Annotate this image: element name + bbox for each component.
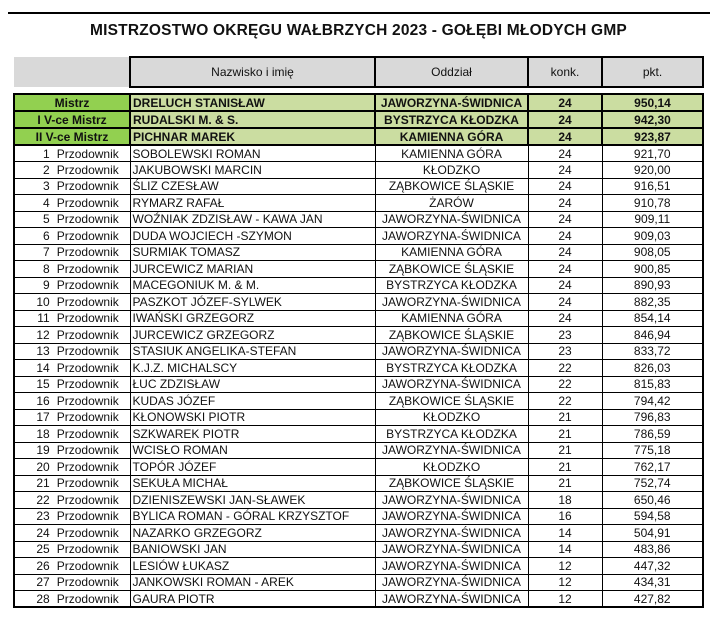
pkt-cell: 594,58	[602, 508, 703, 525]
rank-label: Przodownik	[56, 294, 119, 309]
rank-cell	[14, 525, 130, 542]
branch-cell: KAMIENNA GÓRA	[375, 244, 528, 261]
rank-cell	[14, 558, 130, 575]
rank-label: Przodownik	[56, 591, 119, 606]
pkt-cell: 815,83	[602, 376, 703, 393]
konk-cell: 22	[528, 360, 602, 377]
table-row	[14, 492, 703, 509]
table-row	[14, 261, 703, 278]
rank-label: Przodownik	[56, 360, 119, 375]
rank-cell	[14, 409, 130, 426]
position-number: 6	[43, 228, 50, 243]
konk-cell: 21	[528, 442, 602, 459]
rank-label: Przodownik	[56, 344, 119, 359]
branch-cell: JAWORZYNA-ŚWIDNICA	[375, 343, 528, 360]
konk-cell: 22	[528, 393, 602, 410]
branch-cell: JAWORZYNA-ŚWIDNICA	[375, 228, 528, 245]
konk-cell: 21	[528, 459, 602, 476]
name-cell: BANIOWSKI JAN	[130, 541, 375, 558]
position-number: 24	[36, 525, 50, 540]
rank-label: Przodownik	[56, 492, 119, 507]
konk-cell: 21	[528, 475, 602, 492]
name-cell: ŚLIZ CZESŁAW	[130, 178, 375, 195]
table-row	[14, 541, 703, 558]
branch-cell: JAWORZYNA-ŚWIDNICA	[375, 94, 528, 111]
rank-cell	[14, 591, 130, 608]
branch-cell: ZĄBKOWICE ŚLĄSKIE	[375, 261, 528, 278]
rank-label: Przodownik	[56, 228, 119, 243]
table-row	[14, 508, 703, 525]
table-row	[14, 327, 703, 344]
results-table	[13, 56, 704, 608]
name-cell: K.J.Z. MICHALSCY	[130, 360, 375, 377]
branch-cell: ŻARÓW	[375, 195, 528, 212]
position-number: 16	[36, 393, 50, 408]
branch-cell: JAWORZYNA-ŚWIDNICA	[375, 558, 528, 575]
rank-label: Przodownik	[56, 261, 119, 276]
pkt-cell: 923,87	[602, 128, 703, 145]
table-row	[14, 558, 703, 575]
pkt-cell: 921,70	[602, 145, 703, 162]
branch-cell: BYSTRZYCA KŁODZKA	[375, 426, 528, 443]
rank-cell	[14, 244, 130, 261]
name-cell: DZIENISZEWSKI JAN-SŁAWEK	[130, 492, 375, 509]
pkt-cell: 650,46	[602, 492, 703, 509]
table-row	[14, 195, 703, 212]
rank-label: Przodownik	[56, 278, 119, 293]
table-row	[14, 178, 703, 195]
rank-cell	[14, 277, 130, 294]
table-row	[14, 244, 703, 261]
branch-cell: JAWORZYNA-ŚWIDNICA	[375, 541, 528, 558]
table-row	[14, 343, 703, 360]
branch-cell: KŁODZKO	[375, 459, 528, 476]
branch-cell: BYSTRZYCA KŁODZKA	[375, 277, 528, 294]
position-number: 8	[43, 261, 50, 276]
rank-label: Przodownik	[56, 410, 119, 425]
position-number: 25	[36, 542, 50, 557]
rank-cell	[14, 393, 130, 410]
rank-cell	[14, 475, 130, 492]
name-cell: JURCEWICZ MARIAN	[130, 261, 375, 278]
pkt-cell: 916,51	[602, 178, 703, 195]
konk-cell: 23	[528, 327, 602, 344]
name-cell: TOPÓR JÓZEF	[130, 459, 375, 476]
pkt-cell: 900,85	[602, 261, 703, 278]
rank-cell	[14, 195, 130, 212]
rank-cell	[14, 426, 130, 443]
name-cell: LESIÓW ŁUKASZ	[130, 558, 375, 575]
branch-cell: KAMIENNA GÓRA	[375, 128, 528, 145]
pkt-cell: 909,03	[602, 228, 703, 245]
position-number: 26	[36, 558, 50, 573]
pkt-cell: 762,17	[602, 459, 703, 476]
konk-cell: 12	[528, 558, 602, 575]
konk-cell: 24	[528, 145, 602, 162]
name-cell: SEKUŁA MICHAŁ	[130, 475, 375, 492]
pkt-cell: 786,59	[602, 426, 703, 443]
table-row	[14, 426, 703, 443]
konk-cell: 14	[528, 541, 602, 558]
konk-cell: 24	[528, 111, 602, 128]
pkt-cell: 890,93	[602, 277, 703, 294]
header-gap	[14, 87, 703, 94]
top-rule	[8, 12, 710, 14]
rank-cell	[14, 162, 130, 179]
konk-cell: 24	[528, 195, 602, 212]
branch-cell: JAWORZYNA-ŚWIDNICA	[375, 376, 528, 393]
table-row	[14, 310, 703, 327]
pkt-cell: 794,42	[602, 393, 703, 410]
rank-label: Przodownik	[56, 426, 119, 441]
table-row	[14, 376, 703, 393]
pkt-cell: 752,74	[602, 475, 703, 492]
konk-cell: 23	[528, 343, 602, 360]
branch-cell: KAMIENNA GÓRA	[375, 310, 528, 327]
name-cell: DRELUCH STANISŁAW	[130, 94, 375, 111]
rank-cell	[14, 261, 130, 278]
table-row	[14, 211, 703, 228]
table-row	[14, 145, 703, 162]
table-row	[14, 459, 703, 476]
rank-title-cell: I V-ce Mistrz	[14, 111, 130, 128]
rank-cell	[14, 178, 130, 195]
name-cell: NAZARKO GRZEGORZ	[130, 525, 375, 542]
konk-cell: 24	[528, 128, 602, 145]
table-row	[14, 409, 703, 426]
name-cell: JAKUBOWSKI MARCIN	[130, 162, 375, 179]
header-row	[14, 57, 703, 87]
rank-label: Przodownik	[56, 377, 119, 392]
position-number: 15	[36, 377, 50, 392]
rank-label: Przodownik	[56, 311, 119, 326]
name-cell: BYLICA ROMAN - GÓRAL KRZYSZTOF	[130, 508, 375, 525]
name-cell: DUDA WOJCIECH -SZYMON	[130, 228, 375, 245]
branch-cell: JAWORZYNA-ŚWIDNICA	[375, 294, 528, 311]
rank-label: Przodownik	[56, 393, 119, 408]
konk-cell: 21	[528, 426, 602, 443]
rank-cell	[14, 508, 130, 525]
pkt-cell: 882,35	[602, 294, 703, 311]
table-row	[14, 442, 703, 459]
table-row	[14, 393, 703, 410]
pkt-cell: 833,72	[602, 343, 703, 360]
position-number: 5	[43, 212, 50, 227]
rank-label: Przodownik	[56, 558, 119, 573]
konk-cell: 24	[528, 261, 602, 278]
branch-cell: JAWORZYNA-ŚWIDNICA	[375, 525, 528, 542]
table-row	[14, 294, 703, 311]
position-number: 2	[43, 162, 50, 177]
position-number: 13	[36, 344, 50, 359]
table-row	[14, 277, 703, 294]
rank-cell	[14, 310, 130, 327]
konk-cell: 24	[528, 228, 602, 245]
name-cell: STASIUK ANGELIKA-STEFAN	[130, 343, 375, 360]
konk-cell: 18	[528, 492, 602, 509]
pkt-cell: 909,11	[602, 211, 703, 228]
rank-label: Przodownik	[56, 509, 119, 524]
pkt-cell: 483,86	[602, 541, 703, 558]
position-number: 22	[36, 492, 50, 507]
pkt-cell: 434,31	[602, 574, 703, 591]
rank-label: Przodownik	[56, 443, 119, 458]
pkt-cell: 775,18	[602, 442, 703, 459]
konk-cell: 24	[528, 178, 602, 195]
name-cell: JANKOWSKI ROMAN - AREK	[130, 574, 375, 591]
rank-label: Przodownik	[56, 212, 119, 227]
rank-label: Przodownik	[56, 575, 119, 590]
branch-cell: ZĄBKOWICE ŚLĄSKIE	[375, 178, 528, 195]
pkt-cell: 950,14	[602, 94, 703, 111]
rank-label: Przodownik	[56, 195, 119, 210]
name-cell: WOŹNIAK ZDZISŁAW - KAWA JAN	[130, 211, 375, 228]
pkt-cell: 447,32	[602, 558, 703, 575]
pkt-cell: 427,82	[602, 591, 703, 608]
standing-rows	[14, 145, 703, 607]
rank-cell	[14, 327, 130, 344]
table-row	[14, 525, 703, 542]
champion-rows	[14, 94, 703, 145]
rank-label: Przodownik	[56, 179, 119, 194]
pkt-cell: 942,30	[602, 111, 703, 128]
position-number: 20	[36, 459, 50, 474]
position-number: 4	[43, 195, 50, 210]
rank-cell	[14, 294, 130, 311]
branch-cell: JAWORZYNA-ŚWIDNICA	[375, 211, 528, 228]
position-number: 21	[36, 476, 50, 491]
rank-cell	[14, 459, 130, 476]
pkt-cell: 796,83	[602, 409, 703, 426]
rank-cell	[14, 376, 130, 393]
table-row	[14, 591, 703, 608]
rank-cell	[14, 574, 130, 591]
konk-cell: 24	[528, 277, 602, 294]
konk-cell: 16	[528, 508, 602, 525]
rank-cell	[14, 360, 130, 377]
rank-cell	[14, 343, 130, 360]
page-title: MISTRZOSTWO OKRĘGU WAŁBRZYCH 2023 - GOŁĘBI MŁODYCH GMP	[90, 22, 627, 39]
name-cell: RYMARZ RAFAŁ	[130, 195, 375, 212]
pkt-cell: 908,05	[602, 244, 703, 261]
position-number: 17	[36, 410, 50, 425]
branch-cell: KŁODZKO	[375, 162, 528, 179]
rank-cell	[14, 228, 130, 245]
position-number: 1	[43, 146, 50, 161]
name-cell: PICHNAR MAREK	[130, 128, 375, 145]
konk-cell: 24	[528, 211, 602, 228]
branch-cell: ZĄBKOWICE ŚLĄSKIE	[375, 475, 528, 492]
position-number: 18	[36, 426, 50, 441]
header-rank-cell	[14, 57, 130, 87]
name-cell: JURCEWICZ GRZEGORZ	[130, 327, 375, 344]
rank-cell	[14, 541, 130, 558]
konk-cell: 12	[528, 591, 602, 608]
rank-label: Przodownik	[56, 525, 119, 540]
champion-row	[14, 94, 703, 111]
pkt-cell: 920,00	[602, 162, 703, 179]
pkt-cell: 910,78	[602, 195, 703, 212]
name-cell: SOBOLEWSKI ROMAN	[130, 145, 375, 162]
branch-cell: ZĄBKOWICE ŚLĄSKIE	[375, 327, 528, 344]
name-cell: IWAŃSKI GRZEGORZ	[130, 310, 375, 327]
rank-label: Przodownik	[56, 162, 119, 177]
name-cell: GAURA PIOTR	[130, 591, 375, 608]
branch-cell: KŁODZKO	[375, 409, 528, 426]
rank-cell	[14, 492, 130, 509]
rank-label: Przodownik	[56, 327, 119, 342]
konk-cell: 24	[528, 294, 602, 311]
name-cell: MACEGONIUK M. & M.	[130, 277, 375, 294]
branch-cell: KAMIENNA GÓRA	[375, 145, 528, 162]
name-cell: SURMIAK TOMASZ	[130, 244, 375, 261]
konk-cell: 24	[528, 94, 602, 111]
rank-title-cell: Mistrz	[14, 94, 130, 111]
position-number: 7	[43, 245, 50, 260]
rank-label: Przodownik	[56, 476, 119, 491]
branch-cell: JAWORZYNA-ŚWIDNICA	[375, 508, 528, 525]
konk-cell: 14	[528, 525, 602, 542]
branch-cell: BYSTRZYCA KŁODZKA	[375, 360, 528, 377]
header-konk-cell: konk.	[528, 57, 602, 87]
rank-label: Przodownik	[56, 245, 119, 260]
rank-cell	[14, 442, 130, 459]
name-cell: RUDALSKI M. & S.	[130, 111, 375, 128]
position-number: 23	[36, 509, 50, 524]
branch-cell: JAWORZYNA-ŚWIDNICA	[375, 591, 528, 608]
branch-cell: BYSTRZYCA KŁODZKA	[375, 111, 528, 128]
name-cell: KŁONOWSKI PIOTR	[130, 409, 375, 426]
name-cell: PASZKOT JÓZEF-SYLWEK	[130, 294, 375, 311]
position-number: 27	[36, 575, 50, 590]
branch-cell: JAWORZYNA-ŚWIDNICA	[375, 492, 528, 509]
table-header	[14, 57, 703, 94]
table-row	[14, 228, 703, 245]
header-name-cell: Nazwisko i imię	[130, 57, 375, 87]
pkt-cell: 854,14	[602, 310, 703, 327]
position-number: 19	[36, 443, 50, 458]
table-row	[14, 360, 703, 377]
konk-cell: 24	[528, 310, 602, 327]
konk-cell: 12	[528, 574, 602, 591]
rank-label: Przodownik	[56, 542, 119, 557]
konk-cell: 21	[528, 409, 602, 426]
branch-cell: JAWORZYNA-ŚWIDNICA	[375, 574, 528, 591]
konk-cell: 22	[528, 376, 602, 393]
position-number: 14	[36, 360, 50, 375]
position-number: 11	[37, 311, 50, 326]
champion-row	[14, 111, 703, 128]
header-pkt-cell: pkt.	[602, 57, 703, 87]
position-number: 9	[43, 278, 50, 293]
table-row	[14, 162, 703, 179]
position-number: 12	[36, 327, 50, 342]
rank-title-cell: II V-ce Mistrz	[14, 128, 130, 145]
position-number: 3	[43, 179, 50, 194]
rank-label: Przodownik	[56, 459, 119, 474]
rank-cell	[14, 211, 130, 228]
header-branch-cell: Oddział	[375, 57, 528, 87]
position-number: 10	[36, 294, 50, 309]
table-row	[14, 475, 703, 492]
name-cell: WCISŁO ROMAN	[130, 442, 375, 459]
konk-cell: 24	[528, 162, 602, 179]
table-row	[14, 574, 703, 591]
konk-cell: 24	[528, 244, 602, 261]
champion-row	[14, 128, 703, 145]
name-cell: KUDAS JÓZEF	[130, 393, 375, 410]
name-cell: ŁUC ZDZISŁAW	[130, 376, 375, 393]
rank-label: Przodownik	[56, 146, 119, 161]
pkt-cell: 846,94	[602, 327, 703, 344]
pkt-cell: 826,03	[602, 360, 703, 377]
branch-cell: ZĄBKOWICE ŚLĄSKIE	[375, 393, 528, 410]
name-cell: SZKWAREK PIOTR	[130, 426, 375, 443]
pkt-cell: 504,91	[602, 525, 703, 542]
rank-cell	[14, 145, 130, 162]
branch-cell: JAWORZYNA-ŚWIDNICA	[375, 442, 528, 459]
position-number: 28	[36, 591, 50, 606]
